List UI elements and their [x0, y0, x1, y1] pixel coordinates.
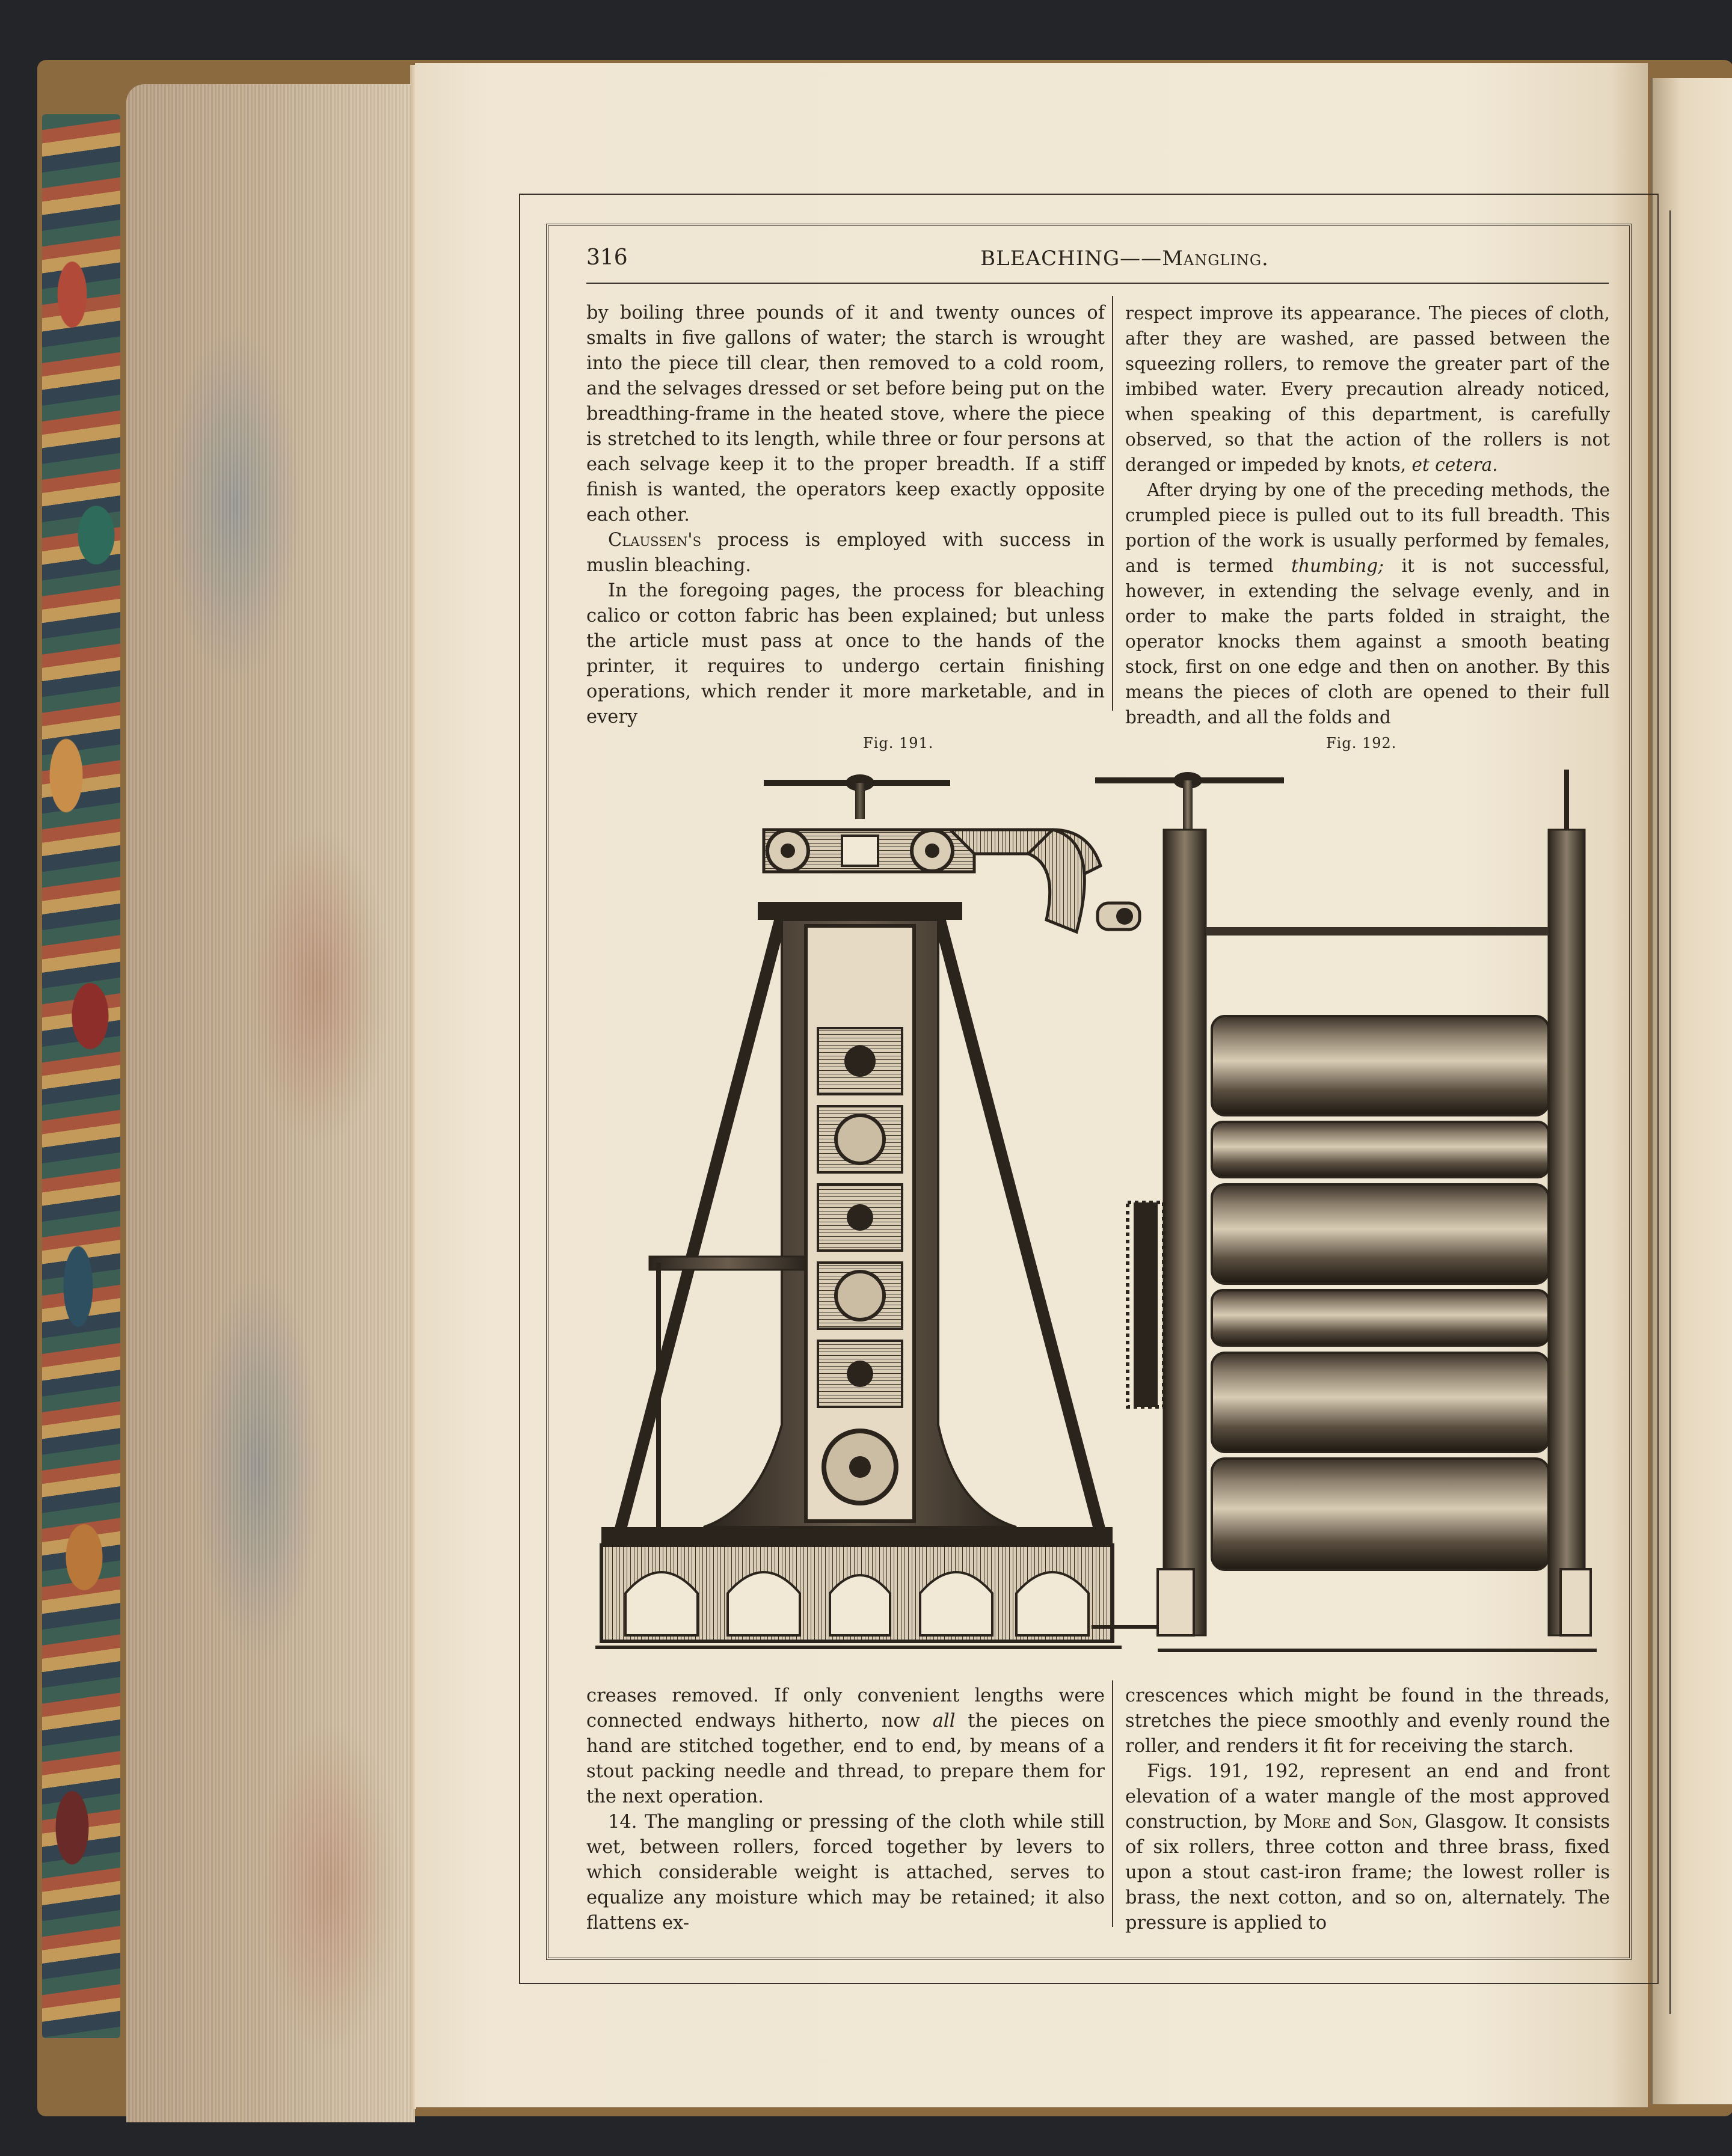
- column-rule-bottom: [1112, 1680, 1113, 1927]
- bottom-left-paragraph-1-text-a: creases removed. If only convenient lengths were connected endways hitherto, now: [586, 1685, 1105, 1732]
- left-post-192: [1164, 830, 1206, 1635]
- facing-page-frame-line: [1669, 210, 1671, 2014]
- page-number: 316: [586, 245, 628, 270]
- header-rule: [586, 283, 1609, 284]
- rollers-192: [1212, 1016, 1549, 1570]
- top-right-paragraph-1-text: respect improve its appearance. The pieces of cloth, after they are washed, are passed between the squeezing rollers, to remove the greater part of the imbibed water. Every precaution already noticed, when speaking of this department, is carefully observed, so that the action of the rollers is not deranged or impeded by knots,: [1125, 303, 1610, 475]
- more-name: More: [1283, 1811, 1331, 1833]
- top-left-paragraph-1: by boiling three pounds of it and twenty ounces of smalts in five gallons of water; the starch is wrought into the piece till clear, then removed to a cold room, and the selvages dressed or set before being put on the breadthing-frame in the heated stove, where the piece is stretched to its length, while three or four persons at each selvage keep it to the proper breadth. If a stiff finish is wanted, the operators keep exactly opposite each other.: [586, 302, 1105, 525]
- thumbing-italic: thumbing;: [1291, 556, 1384, 576]
- et-cetera-italic: et cetera.: [1411, 455, 1498, 475]
- tie-bar-192: [1206, 927, 1549, 936]
- base-191: [595, 1527, 1122, 1647]
- fig-192-front-elevation: [1092, 764, 1615, 1659]
- right-leg-191: [938, 914, 1101, 1533]
- bottom-right-and-text: and: [1330, 1811, 1378, 1833]
- top-right-paragraph-2-text-b: it is not successful, however, in extending the selvage evenly, and in order to make the parts folded in straight, the operator knocks them against a smooth beating stock, first on one edge and then on another. By this means the pieces of cloth are opened to their full breadth, and all the folds and: [1125, 556, 1611, 727]
- running-head-suffix: Mangling.: [1162, 247, 1269, 271]
- bottom-left-paragraph-1: [586, 1683, 1105, 1810]
- running-head-dash: ——: [1120, 247, 1162, 271]
- top-right-column: [1125, 301, 1610, 730]
- bottom-right-paragraph-2: [1125, 1759, 1610, 1936]
- facing-page-edge: [1651, 78, 1732, 2104]
- son-name: Son: [1378, 1811, 1413, 1833]
- fig-191-end-elevation: [583, 764, 1125, 1659]
- running-head: [914, 247, 1335, 271]
- marbled-cover-edge: [42, 114, 120, 2038]
- left-leg-191: [619, 914, 782, 1533]
- fig-191-label: Fig. 191.: [863, 735, 934, 752]
- column-rule-top: [1112, 296, 1113, 711]
- top-left-paragraph-2-text: process is employed with success in muslin bleaching.: [586, 530, 1105, 576]
- bottom-right-column: [1125, 1683, 1610, 1936]
- top-right-paragraph-1: [1125, 301, 1610, 477]
- lever-191: [650, 1257, 806, 1270]
- claussen-name: Claussen's: [608, 530, 702, 551]
- top-left-paragraph-2: [586, 528, 1105, 578]
- gear-wheel-192: [1128, 1202, 1164, 1407]
- fig-192-label: Fig. 192.: [1326, 735, 1397, 752]
- handwheel-191: [764, 774, 950, 819]
- all-italic: all: [932, 1710, 956, 1732]
- top-left-paragraph-3: In the foregoing pages, the process for bleaching calico or cotton fabric has been explained; but unless the article must pass at once to the hands of the printer, it requires to undergo certain finishing operations, which render it more marketable, and in every: [586, 580, 1105, 727]
- top-right-paragraph-2-text-a: After drying by one of the preceding methods, the crumpled piece is pulled out to its full breadth. This portion of the work is usually performed by females, and is termed: [1125, 480, 1610, 576]
- bottom-left-paragraph-1-text-b: the pieces on hand are stitched together, end to end, by means of a stout packing needle and thread, to prepare them for the next operation.: [586, 1710, 1105, 1807]
- bottom-left-paragraph-2: 14. The mangling or pressing of the cloth while still wet, between rollers, forced together by levers to which considerable weight is attached, serves to equalize any moisture which may be retained; it also flattens ex-: [586, 1811, 1105, 1934]
- bottom-right-paragraph-2-text-a: Figs. 191, 192, represent an end and front elevation of a water mangle of the most approved construction, by: [1125, 1761, 1610, 1833]
- right-post-192: [1549, 830, 1585, 1635]
- bottom-right-paragraph-2-text-b: , Glasgow. It consists of six rollers, three cotton and three brass, fixed upon a stout cast-iron frame; the lowest roller is brass, the next cotton, and so on, alternately. The pressure is applied to: [1125, 1811, 1610, 1934]
- top-left-column: [586, 301, 1105, 730]
- page-edges-stack: [126, 84, 415, 2122]
- running-head-prefix: BLEACHING: [980, 247, 1120, 271]
- bottom-right-paragraph-1: crescences which might be found in the threads, stretches the piece smoothly and evenly round the roller, and renders it fit for receiving the starch.: [1125, 1685, 1610, 1757]
- top-right-paragraph-2: [1125, 477, 1610, 730]
- bottom-left-column: [586, 1683, 1105, 1936]
